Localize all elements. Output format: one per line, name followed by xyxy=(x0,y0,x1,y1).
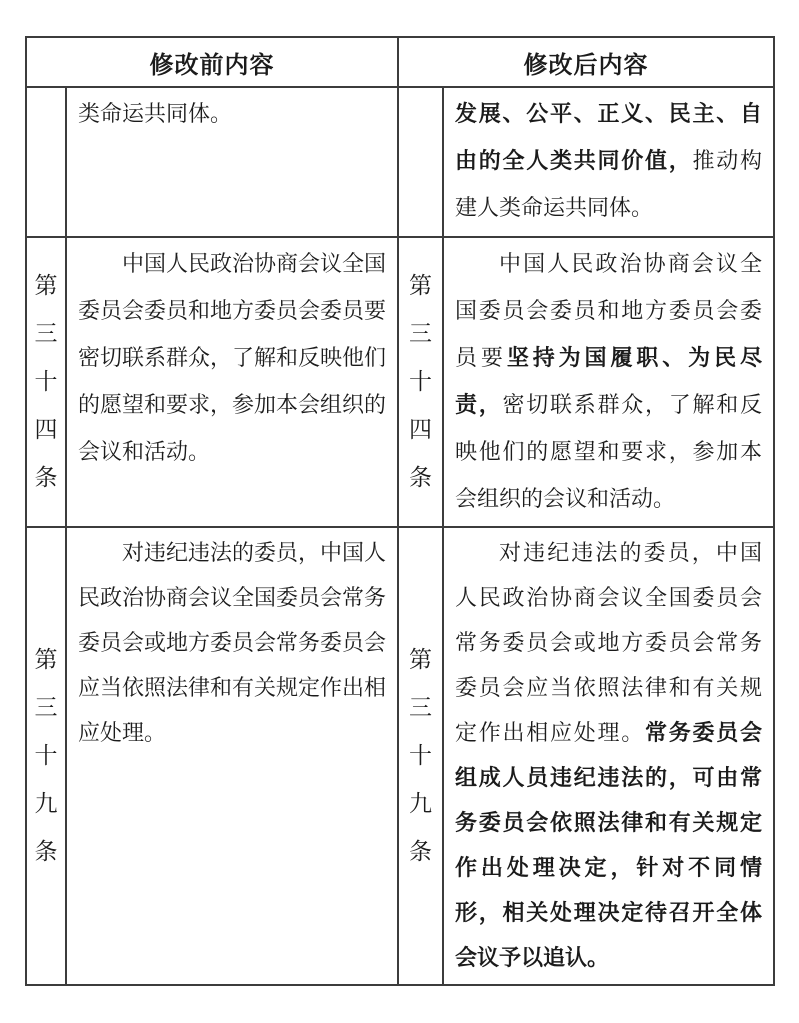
revised-text-segment: 坚持为国履职、为民尽责， xyxy=(455,345,762,417)
article-number-char: 十 xyxy=(409,743,432,768)
article-number-before xyxy=(27,528,67,984)
content-after-text xyxy=(455,90,762,231)
article-number-char: 第 xyxy=(409,647,432,672)
table-row xyxy=(27,238,773,528)
article-number-char: 条 xyxy=(34,465,58,490)
revision-comparison-table xyxy=(25,36,775,986)
text-segment: 推动构建人类命运共同体。 xyxy=(455,148,762,220)
text-segment: 密切联系群众，了解和反映他们的愿望和要求，参加本会组织的会议和活动。 xyxy=(455,392,762,511)
text-segment: 对违纪违法的委员，中国人民政治协商会议全国委员会常务委员会或地方委员会常务委员会应当依照法律和有关规定作出相应处理。 xyxy=(78,540,387,745)
article-number-char: 三 xyxy=(34,695,58,720)
article-number-char: 条 xyxy=(409,465,432,490)
content-after-text xyxy=(455,530,762,980)
article-number-char: 十 xyxy=(34,743,58,768)
article-number-char: 四 xyxy=(409,417,432,442)
header-after-column: 修改后内容 xyxy=(523,51,649,79)
text-segment: 对违纪违法的委员，中国人民政治协商会议全国委员会常务委员会或地方委员会常务委员会应当依照法律和有关规定作出相应处理。 xyxy=(455,540,762,745)
content-after-cell xyxy=(444,528,773,984)
content-after-cell xyxy=(444,238,773,526)
content-before-cell xyxy=(67,88,399,236)
article-number-char: 第 xyxy=(34,647,58,672)
article-number-after xyxy=(399,88,444,236)
content-before-text xyxy=(78,240,386,475)
content-after-text xyxy=(455,240,762,522)
article-number-char: 九 xyxy=(409,791,432,816)
article-number-char: 三 xyxy=(34,321,58,346)
text-segment: 中国人民政治协商会议全国委员会委员和地方委员会委员要 xyxy=(455,251,762,370)
article-number-char: 十 xyxy=(34,369,58,394)
article-number-before xyxy=(27,238,67,526)
revised-text-segment: 常务委员会组成人员违纪违法的，可由常务委员会依照法律和有关规定作出处理决定，针对不同情形，相关处理决定待召开全体会议予以追认。 xyxy=(455,720,762,970)
article-number-char: 九 xyxy=(34,791,58,816)
article-number-before xyxy=(27,88,67,236)
text-segment: 类命运共同体。 xyxy=(78,101,233,126)
article-number-after xyxy=(399,528,444,984)
content-before-text xyxy=(78,530,386,755)
article-number-char: 三 xyxy=(409,695,432,720)
article-number-char: 条 xyxy=(409,839,432,864)
article-number-char: 三 xyxy=(409,321,432,346)
article-number-char: 条 xyxy=(34,839,58,864)
article-number-char: 十 xyxy=(409,369,432,394)
header-before-column: 修改前内容 xyxy=(27,38,399,86)
table-row xyxy=(27,88,773,238)
revised-text-segment: 发展、公平、正义、民主、自由的全人类共同价值， xyxy=(455,101,762,173)
content-after-cell xyxy=(444,88,773,236)
text-segment: 中国人民政治协商会议全国委员会委员和地方委员会委员要密切联系群众，了解和反映他们的愿望和要求，参加本会组织的会议和活动。 xyxy=(78,251,387,464)
content-before-text xyxy=(78,90,386,137)
article-number-char: 第 xyxy=(409,273,432,298)
content-before-cell xyxy=(67,238,399,526)
article-number-after xyxy=(399,238,444,526)
content-before-cell xyxy=(67,528,399,984)
article-number-char: 第 xyxy=(34,273,58,298)
table-row xyxy=(27,528,773,984)
article-number-char: 四 xyxy=(34,417,58,442)
table-header-row xyxy=(27,38,773,88)
